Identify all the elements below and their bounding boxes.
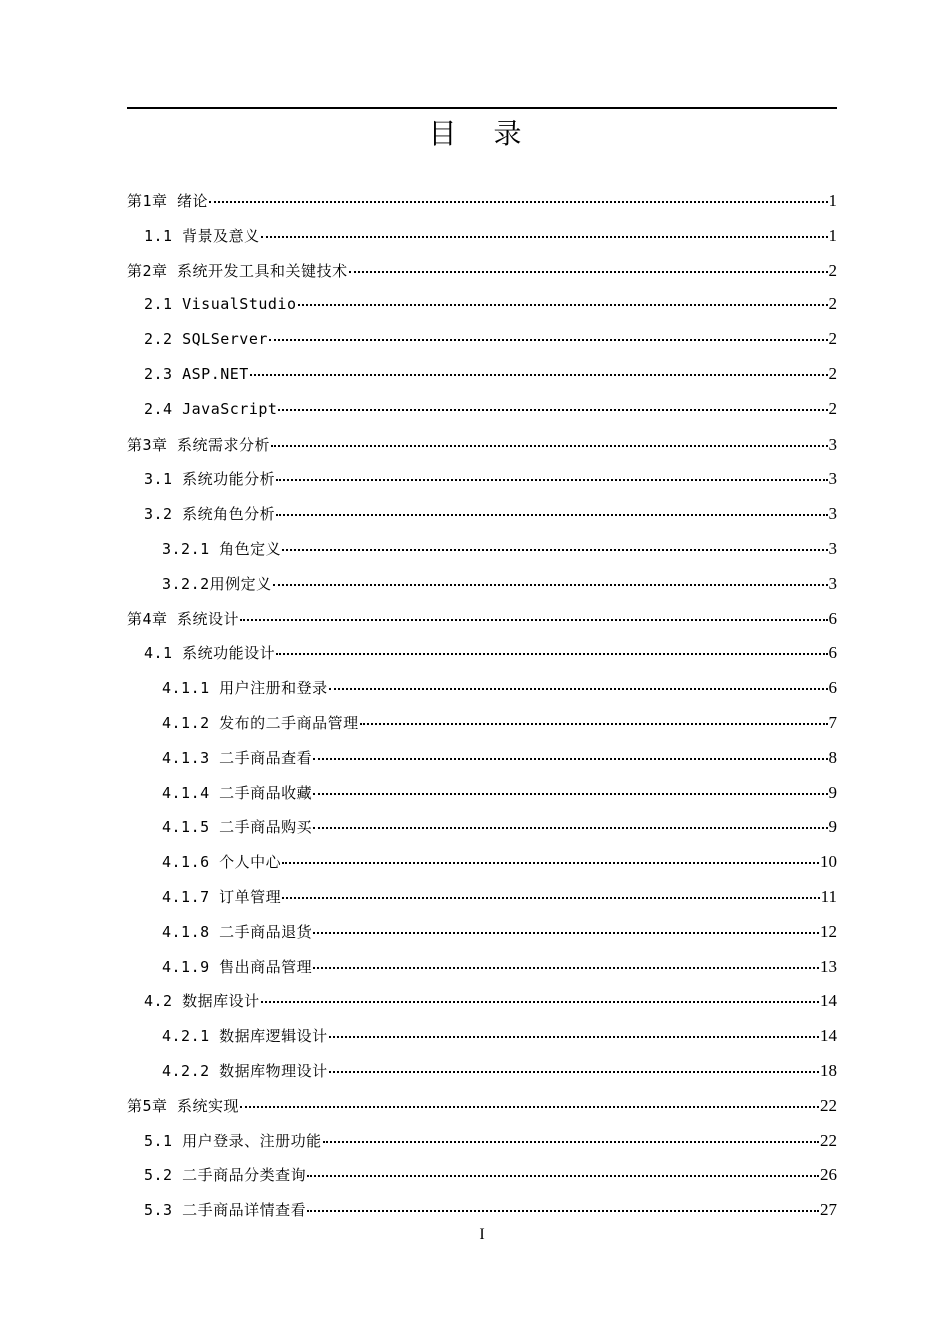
toc-leader-dots <box>282 862 819 864</box>
toc-entry-page: 3 <box>828 573 837 593</box>
toc-entry-page: 3 <box>828 504 837 524</box>
toc-leader-dots <box>329 1071 819 1073</box>
toc-entry-row <box>127 983 837 1018</box>
toc-entry-row <box>127 601 837 636</box>
toc-leader-dots <box>261 1001 819 1003</box>
toc-leader-dots <box>313 758 827 760</box>
toc-entry-label: 4.1.3 二手商品查看 <box>162 748 313 767</box>
toc-entry-label: 4.1.8 二手商品退货 <box>162 922 313 941</box>
toc-leader-dots <box>276 479 827 481</box>
toc-entry-label: 3.1 系统功能分析 <box>144 470 276 489</box>
toc-leader-dots <box>313 827 827 829</box>
header-rule <box>127 107 837 109</box>
toc-leader-dots <box>298 304 828 306</box>
toc-entry-label: 4.1.7 订单管理 <box>162 887 282 906</box>
toc-leader-dots <box>313 967 819 969</box>
toc-entry[interactable] <box>127 1192 837 1227</box>
toc-entry-label: 5.3 二手商品详情查看 <box>144 1201 307 1220</box>
table-of-contents <box>127 183 837 1227</box>
toc-entry-page: 9 <box>828 817 837 837</box>
toc-entry-page: 3 <box>828 469 837 489</box>
toc-entry-row <box>127 496 837 531</box>
toc-leader-dots <box>240 1106 819 1108</box>
toc-entry[interactable] <box>127 392 837 427</box>
toc-entry-page: 1 <box>828 225 837 245</box>
toc-entry-label: 4.1.1 用户注册和登录 <box>162 679 328 698</box>
toc-entry-label: 5.2 二手商品分类查询 <box>144 1166 307 1185</box>
toc-entry-page: 18 <box>820 1060 837 1080</box>
toc-entry-page: 6 <box>828 643 837 663</box>
toc-entry-row <box>127 879 837 914</box>
toc-entry[interactable] <box>127 705 837 740</box>
toc-entry[interactable] <box>127 531 837 566</box>
toc-entry-page: 1 <box>828 191 837 210</box>
toc-entry-row <box>127 949 837 984</box>
toc-entry[interactable] <box>127 496 837 531</box>
toc-entry-page: 8 <box>828 747 837 767</box>
toc-entry[interactable] <box>127 635 837 670</box>
toc-entry-label: 3.2.2用例定义 <box>162 574 272 593</box>
toc-entry[interactable] <box>127 461 837 496</box>
toc-leader-dots <box>278 409 827 411</box>
toc-entry-page: 14 <box>820 991 837 1011</box>
toc-entry[interactable] <box>127 1018 837 1053</box>
toc-entry[interactable] <box>127 844 837 879</box>
toc-leader-dots <box>240 619 827 621</box>
toc-entry-label: 第1章 绪论 <box>127 192 209 210</box>
toc-entry-label: 4.1.5 二手商品购买 <box>162 818 313 837</box>
toc-entry-label: 3.2 系统角色分析 <box>144 505 276 524</box>
toc-leader-dots <box>307 1175 819 1177</box>
toc-entry-label: 2.4 JavaScript <box>144 399 278 418</box>
toc-entry-row <box>127 392 837 427</box>
toc-entry[interactable] <box>127 1157 837 1192</box>
toc-entry[interactable] <box>127 566 837 601</box>
toc-entry[interactable] <box>127 1053 837 1088</box>
toc-entry-label: 2.2 SQLServer <box>144 330 268 349</box>
toc-entry-page: 6 <box>828 608 837 628</box>
toc-entry-row <box>127 775 837 810</box>
toc-entry-label: 第4章 系统设计 <box>127 609 240 628</box>
toc-entry-page: 22 <box>820 1095 837 1115</box>
toc-leader-dots <box>329 1036 819 1038</box>
toc-entry-page: 7 <box>828 712 837 732</box>
toc-entry-label: 5.1 用户登录、注册功能 <box>144 1131 322 1150</box>
toc-entry-label: 4.1.2 发布的二手商品管理 <box>162 713 359 732</box>
toc-entry[interactable] <box>127 670 837 705</box>
toc-entry-page: 9 <box>828 782 837 802</box>
toc-entry-label: 4.2.2 数据库物理设计 <box>162 1061 328 1080</box>
toc-entry-row <box>127 1123 837 1158</box>
toc-entry-row <box>127 705 837 740</box>
toc-entry[interactable] <box>127 775 837 810</box>
toc-entry-label: 4.2 数据库设计 <box>144 992 260 1011</box>
toc-entry[interactable] <box>127 427 837 462</box>
toc-entry-page: 3 <box>828 434 837 454</box>
toc-entry[interactable] <box>127 218 837 253</box>
toc-entry-row <box>127 461 837 496</box>
toc-entry-label: 2.3 ASP.NET <box>144 364 249 383</box>
toc-leader-dots <box>273 584 828 586</box>
toc-entry-label: 4.1 系统功能设计 <box>144 644 276 663</box>
toc-leader-dots <box>313 793 827 795</box>
toc-entry-row <box>127 357 837 392</box>
toc-entry-label: 第5章 系统实现 <box>127 1096 240 1115</box>
toc-entry[interactable] <box>127 601 837 636</box>
toc-entry-page: 2 <box>828 363 837 383</box>
toc-entry-page: 26 <box>820 1165 837 1185</box>
toc-entry-row <box>127 1192 837 1227</box>
page-title: 目 录 <box>428 117 536 150</box>
toc-leader-dots <box>323 1141 819 1143</box>
toc-leader-dots <box>360 723 828 725</box>
toc-entry-label: 2.1 VisualStudio <box>144 295 297 314</box>
toc-entry[interactable] <box>127 357 837 392</box>
toc-entry-label: 4.1.4 二手商品收藏 <box>162 783 313 802</box>
toc-leader-dots <box>269 339 828 341</box>
toc-entry[interactable] <box>127 1088 837 1123</box>
toc-entry[interactable] <box>127 809 837 844</box>
toc-leader-dots <box>307 1210 819 1212</box>
toc-entry-row <box>127 322 837 357</box>
toc-entry-row <box>127 531 837 566</box>
toc-entry-label: 4.1.9 售出商品管理 <box>162 957 313 976</box>
toc-entry-page: 14 <box>820 1026 837 1046</box>
toc-entry[interactable] <box>127 287 837 322</box>
toc-leader-dots <box>313 932 819 934</box>
toc-entry[interactable] <box>127 740 837 775</box>
toc-leader-dots <box>349 271 828 273</box>
toc-entry-label: 第3章 系统需求分析 <box>127 435 271 454</box>
toc-entry[interactable] <box>127 914 837 949</box>
toc-entry-page: 10 <box>820 852 837 872</box>
toc-entry-label: 1.1 背景及意义 <box>144 226 260 245</box>
toc-leader-dots <box>271 445 827 447</box>
toc-entry-page: 2 <box>828 329 837 349</box>
toc-entry-row <box>127 1088 837 1123</box>
toc-entry-row <box>127 914 837 949</box>
toc-leader-dots <box>282 897 819 899</box>
toc-entry-page: 27 <box>820 1200 837 1220</box>
toc-entry-row <box>127 1053 837 1088</box>
toc-entry[interactable] <box>127 949 837 984</box>
toc-entry-label: 4.2.1 数据库逻辑设计 <box>162 1027 328 1046</box>
toc-entry[interactable] <box>127 183 837 218</box>
toc-entry-label: 第2章 系统开发工具和关键技术 <box>127 261 348 280</box>
toc-leader-dots <box>329 688 828 690</box>
toc-leader-dots <box>250 374 828 376</box>
toc-entry-page: 12 <box>820 921 837 941</box>
toc-entry-page: 2 <box>828 260 837 280</box>
toc-entry-page: 11 <box>820 886 837 906</box>
toc-entry-page: 22 <box>820 1130 837 1150</box>
toc-entry-row <box>127 844 837 879</box>
toc-leader-dots <box>276 514 827 516</box>
toc-leader-dots <box>282 549 827 551</box>
toc-entry-page: 3 <box>828 538 837 558</box>
toc-entry-row <box>127 809 837 844</box>
toc-entry-row <box>127 183 837 218</box>
toc-leader-dots <box>261 236 828 238</box>
toc-entry-row <box>127 427 837 462</box>
toc-entry-row <box>127 287 837 322</box>
toc-entry-row <box>127 566 837 601</box>
toc-entry-row <box>127 635 837 670</box>
toc-entry-page: 2 <box>828 398 837 418</box>
toc-entry-row <box>127 670 837 705</box>
toc-entry[interactable] <box>127 983 837 1018</box>
toc-entry-label: 3.2.1 角色定义 <box>162 539 282 558</box>
toc-entry[interactable] <box>127 253 837 288</box>
toc-entry-page: 6 <box>828 678 837 698</box>
toc-entry-label: 4.1.6 个人中心 <box>162 853 282 872</box>
footer-page-number: I <box>479 1226 485 1243</box>
toc-entry-row <box>127 1157 837 1192</box>
toc-entry-page: 13 <box>820 956 837 976</box>
toc-leader-dots <box>209 201 827 203</box>
toc-entry[interactable] <box>127 879 837 914</box>
toc-entry-row <box>127 1018 837 1053</box>
toc-entry-page: 2 <box>828 294 837 314</box>
toc-leader-dots <box>276 653 827 655</box>
toc-entry-row <box>127 740 837 775</box>
toc-entry-row <box>127 253 837 288</box>
toc-entry-row <box>127 218 837 253</box>
toc-entry[interactable] <box>127 1123 837 1158</box>
toc-entry[interactable] <box>127 322 837 357</box>
